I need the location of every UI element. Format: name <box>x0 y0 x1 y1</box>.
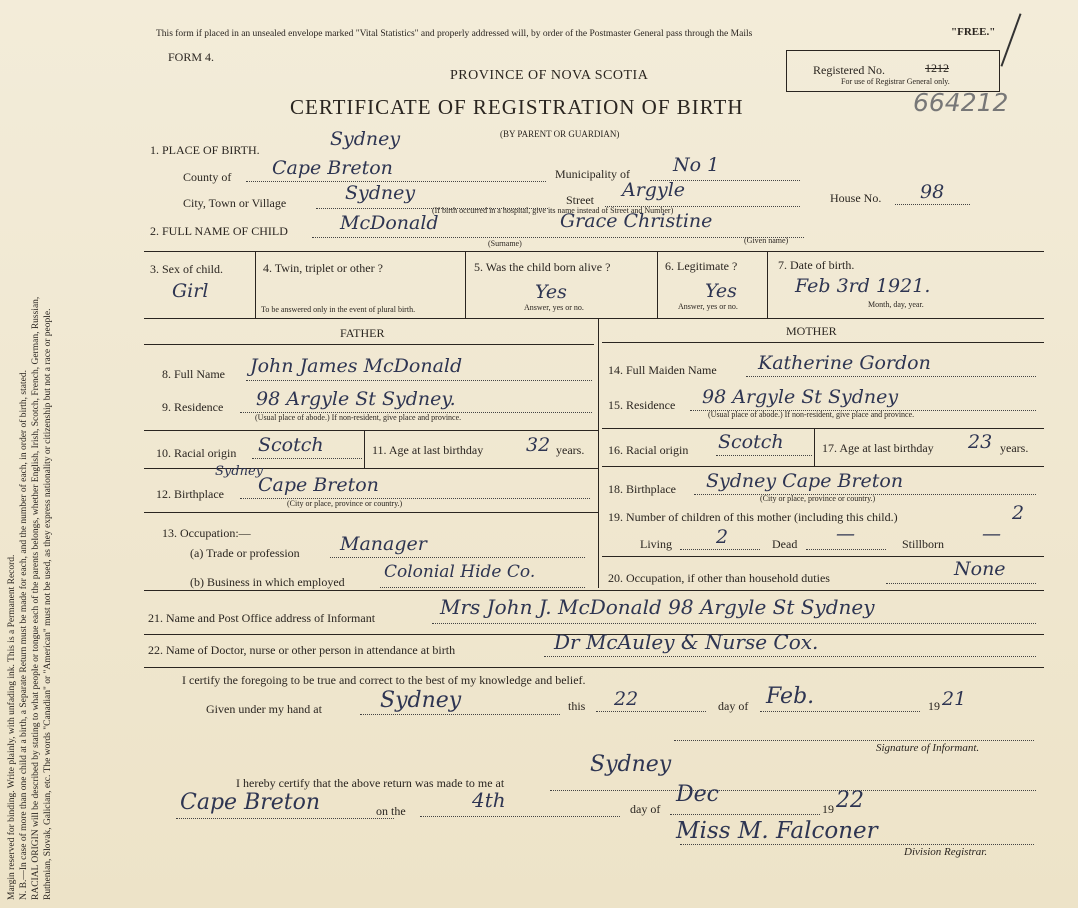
child-name-label: 2. FULL NAME OF CHILD <box>150 224 288 238</box>
mother-occ-label: 20. Occupation, if other than household duties <box>608 571 830 585</box>
registered-box <box>786 50 1000 92</box>
father-birth-note: (City or place, province or country.) <box>287 499 403 508</box>
stillborn-value: — <box>982 523 1001 545</box>
reg-year-value: 22 <box>836 788 864 813</box>
day-of2-label: day of <box>630 802 661 816</box>
father-race-value: Scotch <box>258 434 324 456</box>
city-value: Sydney <box>345 182 416 204</box>
mother-heading: MOTHER <box>786 324 837 338</box>
this-label: this <box>568 699 586 713</box>
place-value: Sydney <box>330 128 401 150</box>
given-year-value: 21 <box>942 688 967 710</box>
sex-value: Girl <box>172 280 209 302</box>
municipality-value: No 1 <box>673 154 720 176</box>
surname-value: McDonald <box>340 212 439 234</box>
mother-years: years. <box>1000 441 1029 455</box>
legit-value: Yes <box>705 280 737 302</box>
mother-res-label: 15. Residence <box>608 398 676 412</box>
house-value: 98 <box>920 181 945 203</box>
on-the-label: on the <box>376 804 406 818</box>
given-day-value: 22 <box>614 688 639 710</box>
alive-label: 5. Was the child born alive ? <box>474 260 611 274</box>
dead-label: Dead <box>772 537 798 551</box>
given-note: (Given name) <box>744 236 789 245</box>
dob-value: Feb 3rd 1921. <box>795 275 931 297</box>
reg-county-value: Cape Breton <box>180 790 321 815</box>
registered-label: Registered No. <box>813 63 885 77</box>
mother-age-label: 17. Age at last birthday <box>822 441 934 455</box>
twin-note: To be answered only in the event of plural birth. <box>261 305 416 314</box>
registered-number: 664212 <box>913 88 1009 117</box>
side-instructions <box>6 20 54 900</box>
mother-birth-note: (City or place, province or country.) <box>760 494 876 503</box>
informant-value: Mrs John J. McDonald 98 Argyle St Sydney <box>440 595 875 619</box>
father-birth-top: Sydney <box>215 464 263 479</box>
mother-race-label: 16. Racial origin <box>608 443 689 457</box>
dead-value: — <box>836 523 855 545</box>
dob-note: Month, day, year. <box>868 300 924 309</box>
father-birth-value: Cape Breton <box>258 474 379 496</box>
father-res-note: (Usual place of abode.) If non-resident, give place and province. <box>255 413 462 422</box>
alive-value: Yes <box>535 281 567 303</box>
registrar-cert-text: I hereby certify that the above return was made to me at <box>236 776 505 790</box>
side-line: N. B.—In case of more than one child at a birth, a Separate Return must be made for each, and the number of each, in order of birth, stated. <box>19 370 29 900</box>
check-mark <box>1000 13 1021 66</box>
occupation-label: 13. Occupation:— <box>162 526 251 540</box>
county-value: Cape Breton <box>272 157 393 179</box>
stillborn-label: Stillborn <box>902 537 945 551</box>
mother-res-value: 98 Argyle St Sydney <box>702 386 899 408</box>
certificate-title: CERTIFICATE OF REGISTRATION OF BIRTH <box>290 95 744 119</box>
certificate-subtitle: (BY PARENT OR GUARDIAN) <box>500 129 620 139</box>
reg-day-value: 4th <box>472 788 506 812</box>
mother-race-value: Scotch <box>718 431 784 453</box>
children-value: 2 <box>1012 502 1025 524</box>
twin-label: 4. Twin, triplet or other ? <box>263 261 383 275</box>
year-prefix: 19 <box>928 699 940 713</box>
business-value: Colonial Hide Co. <box>384 562 536 582</box>
given-at-label: Given under my hand at <box>206 702 322 716</box>
mother-birth-label: 18. Birthplace <box>608 482 676 496</box>
street-value: Argyle <box>622 179 686 201</box>
surname-note: (Surname) <box>488 239 522 248</box>
registrar-signature: Miss M. Falconer <box>676 818 878 844</box>
living-value: 2 <box>716 526 729 548</box>
father-res-label: 9. Residence <box>162 400 224 414</box>
division-registrar-label: Division Registrar. <box>904 846 988 858</box>
father-age-value: 32 <box>526 434 551 456</box>
father-race-label: 10. Racial origin <box>156 446 237 460</box>
hospital-note: (If birth occurred in a hospital, give its name instead of Street and Number) <box>432 206 674 215</box>
father-birth-label: 12. Birthplace <box>156 487 224 501</box>
side-line: Ruthenian, Slovak, Galician, etc. The words "Canadian" or "American" must not be used, as they express nationality or citizenship but not a race or people. <box>43 308 53 900</box>
living-label: Living <box>640 537 672 551</box>
mail-note: This form if placed in an unsealed envelope marked "Vital Statistics" and properly addressed will, by order of the Postmaster General pass through the Mails <box>156 29 753 39</box>
father-res-value: 98 Argyle St Sydney. <box>256 388 456 410</box>
legit-note: Answer, yes or no. <box>678 302 738 311</box>
form-number: FORM 4. <box>168 50 215 64</box>
doctor-label: 22. Name of Doctor, nurse or other person in attendance at birth <box>148 643 456 657</box>
mother-birth-value: Sydney Cape Breton <box>706 470 904 492</box>
father-years: years. <box>556 443 585 457</box>
sex-label: 3. Sex of child. <box>150 262 223 276</box>
doctor-value: Dr McAuley & Nurse Cox. <box>554 630 819 654</box>
place-label: 1. PLACE OF BIRTH. <box>150 143 260 157</box>
mother-occ-value: None <box>954 558 1006 580</box>
mother-age-value: 23 <box>968 431 993 453</box>
county-label: County of <box>183 170 232 184</box>
father-name-label: 8. Full Name <box>162 367 225 381</box>
given-month-value: Feb. <box>766 684 815 709</box>
certify-text: I certify the foregoing to be true and correct to the best of my knowledge and belief. <box>182 673 586 687</box>
year2-prefix: 19 <box>822 802 834 816</box>
legit-label: 6. Legitimate ? <box>665 259 738 273</box>
informant-label: 21. Name and Post Office address of Informant <box>148 611 376 625</box>
father-age-label: 11. Age at last birthday <box>372 443 484 457</box>
alive-note: Answer, yes or no. <box>524 303 584 312</box>
reg-place-value: Sydney <box>590 752 672 777</box>
sig-informant-label: Signature of Informant. <box>876 742 980 754</box>
trade-label: (a) Trade or profession <box>190 546 300 560</box>
house-label: House No. <box>830 191 882 205</box>
mother-res-note: (Usual place of abode.) If non-resident, give place and province. <box>708 410 915 419</box>
children-label: 19. Number of children of this mother (including this child.) <box>608 510 898 524</box>
side-line: Margin reserved for binding. Write plainly, with unfading ink. This is a Permanent Record. <box>7 554 17 900</box>
city-label: City, Town or Village <box>183 196 287 210</box>
given-place-value: Sydney <box>380 688 462 713</box>
free-label: "FREE." <box>951 26 996 38</box>
mother-name-value: Katherine Gordon <box>758 352 931 374</box>
trade-value: Manager <box>340 533 427 555</box>
given-value: Grace Christine <box>560 210 713 232</box>
side-line: RACIAL ORIGIN will be described by stating to what people or tongue each of the parents belongs, whether English, Irish, Scotch, French, German, Russian, <box>31 296 41 900</box>
father-name-value: John James McDonald <box>250 355 463 377</box>
province-heading: PROVINCE OF NOVA SCOTIA <box>450 68 649 83</box>
business-label: (b) Business in which employed <box>190 575 345 589</box>
registered-sub: For use of Registrar General only. <box>841 77 950 86</box>
mother-name-label: 14. Full Maiden Name <box>608 363 717 377</box>
municipality-label: Municipality of <box>555 167 630 181</box>
dob-label: 7. Date of birth. <box>778 258 855 272</box>
reg-month-value: Dec <box>676 782 719 807</box>
father-heading: FATHER <box>340 326 385 340</box>
registered-printed: 1212 <box>925 61 949 75</box>
day-of-label: day of <box>718 699 749 713</box>
street-label: Street <box>566 193 594 207</box>
